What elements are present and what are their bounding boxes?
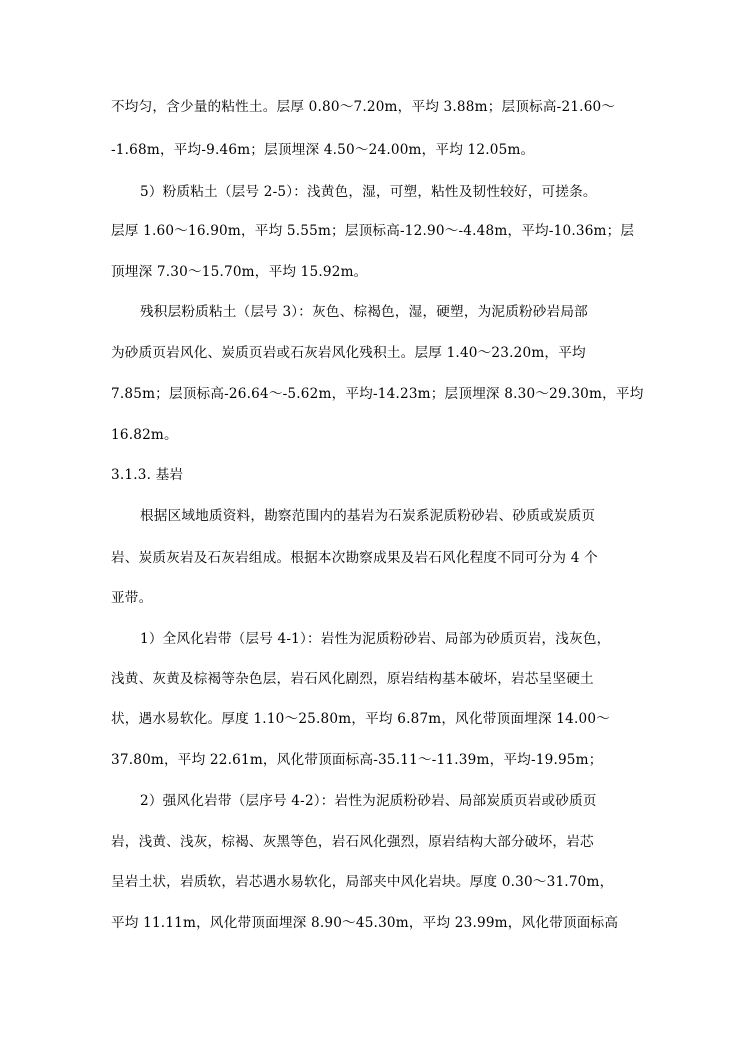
text-line-7: 为砂质页岩风化、炭质页岩或石灰岩风化残积土。层厚 1.40～23.20m，平均 bbox=[111, 345, 586, 361]
text-line-14: 1）全风化岩带（层号 4-1）：岩性为泥质粉砂岩、局部为砂质页岩，浅灰色， bbox=[140, 631, 611, 647]
text-line-15: 浅黄、灰黄及棕褐等杂色层，岩石风化剧烈，原岩结构基本破坏，岩芯呈坚硬土 bbox=[111, 671, 594, 687]
text-line-11: 根据区域地质资料，勘察范围内的基岩为石炭系泥质粉砂岩、砂质或炭质页 bbox=[140, 508, 596, 524]
section-heading: 3.1.3. 基岩 bbox=[111, 467, 184, 483]
text-line-12: 岩、炭质灰岩及石灰岩组成。根据本次勘察成果及岩石风化程度不同可分为 4 个 bbox=[111, 550, 598, 566]
text-line-17: 37.80m，平均 22.61m，风化带顶面标高-35.11～-11.39m，平均-19.95m； bbox=[111, 752, 603, 768]
text-line-3: 5）粉质粘土（层号 2-5）：浅黄色，湿，可塑，粘性及韧性较好，可搓条。 bbox=[140, 184, 597, 200]
text-line-2: -1.68m，平均-9.46m；层顶埋深 4.50～24.00m，平均 12.05m。 bbox=[111, 142, 535, 158]
text-line-5: 顶埋深 7.30～15.70m，平均 15.92m。 bbox=[111, 264, 368, 280]
text-line-20: 呈岩土状，岩质软，岩芯遇水易软化，局部夹中风化岩块。厚度 0.30～31.70m， bbox=[111, 874, 614, 890]
text-line-4: 层厚 1.60～16.90m，平均 5.55m；层顶标高-12.90～-4.48m，平均-10.36m；层 bbox=[111, 223, 635, 239]
text-line-6: 残积层粉质粘土（层号 3）：灰色、棕褐色，湿，硬塑，为泥质粉砂岩局部 bbox=[140, 304, 588, 320]
text-line-8: 7.85m；层顶标高-26.64～-5.62m，平均-14.23m；层顶埋深 8.30～29.30m，平均 bbox=[111, 386, 644, 402]
text-line-1: 不均匀，含少量的粘性土。层厚 0.80～7.20m，平均 3.88m；层顶标高-21.60～ bbox=[111, 99, 616, 115]
text-line-13: 亚带。 bbox=[111, 590, 153, 606]
text-line-18: 2）强风化岩带（层序号 4-2）：岩性为泥质粉砂岩、局部炭质页岩或砂质页 bbox=[140, 793, 597, 809]
text-line-9: 16.82m。 bbox=[111, 427, 178, 443]
text-line-21: 平均 11.11m，风化带顶面埋深 8.90～45.30m，平均 23.99m，风化带顶面标高 bbox=[111, 915, 619, 931]
text-line-19: 岩，浅黄、浅灰，棕褐、灰黑等色，岩石风化强烈，原岩结构大部分破坏，岩芯 bbox=[111, 834, 594, 850]
text-line-16: 状，遇水易软化。厚度 1.10～25.80m，平均 6.87m，风化带顶面埋深 14.00～ bbox=[111, 711, 610, 727]
